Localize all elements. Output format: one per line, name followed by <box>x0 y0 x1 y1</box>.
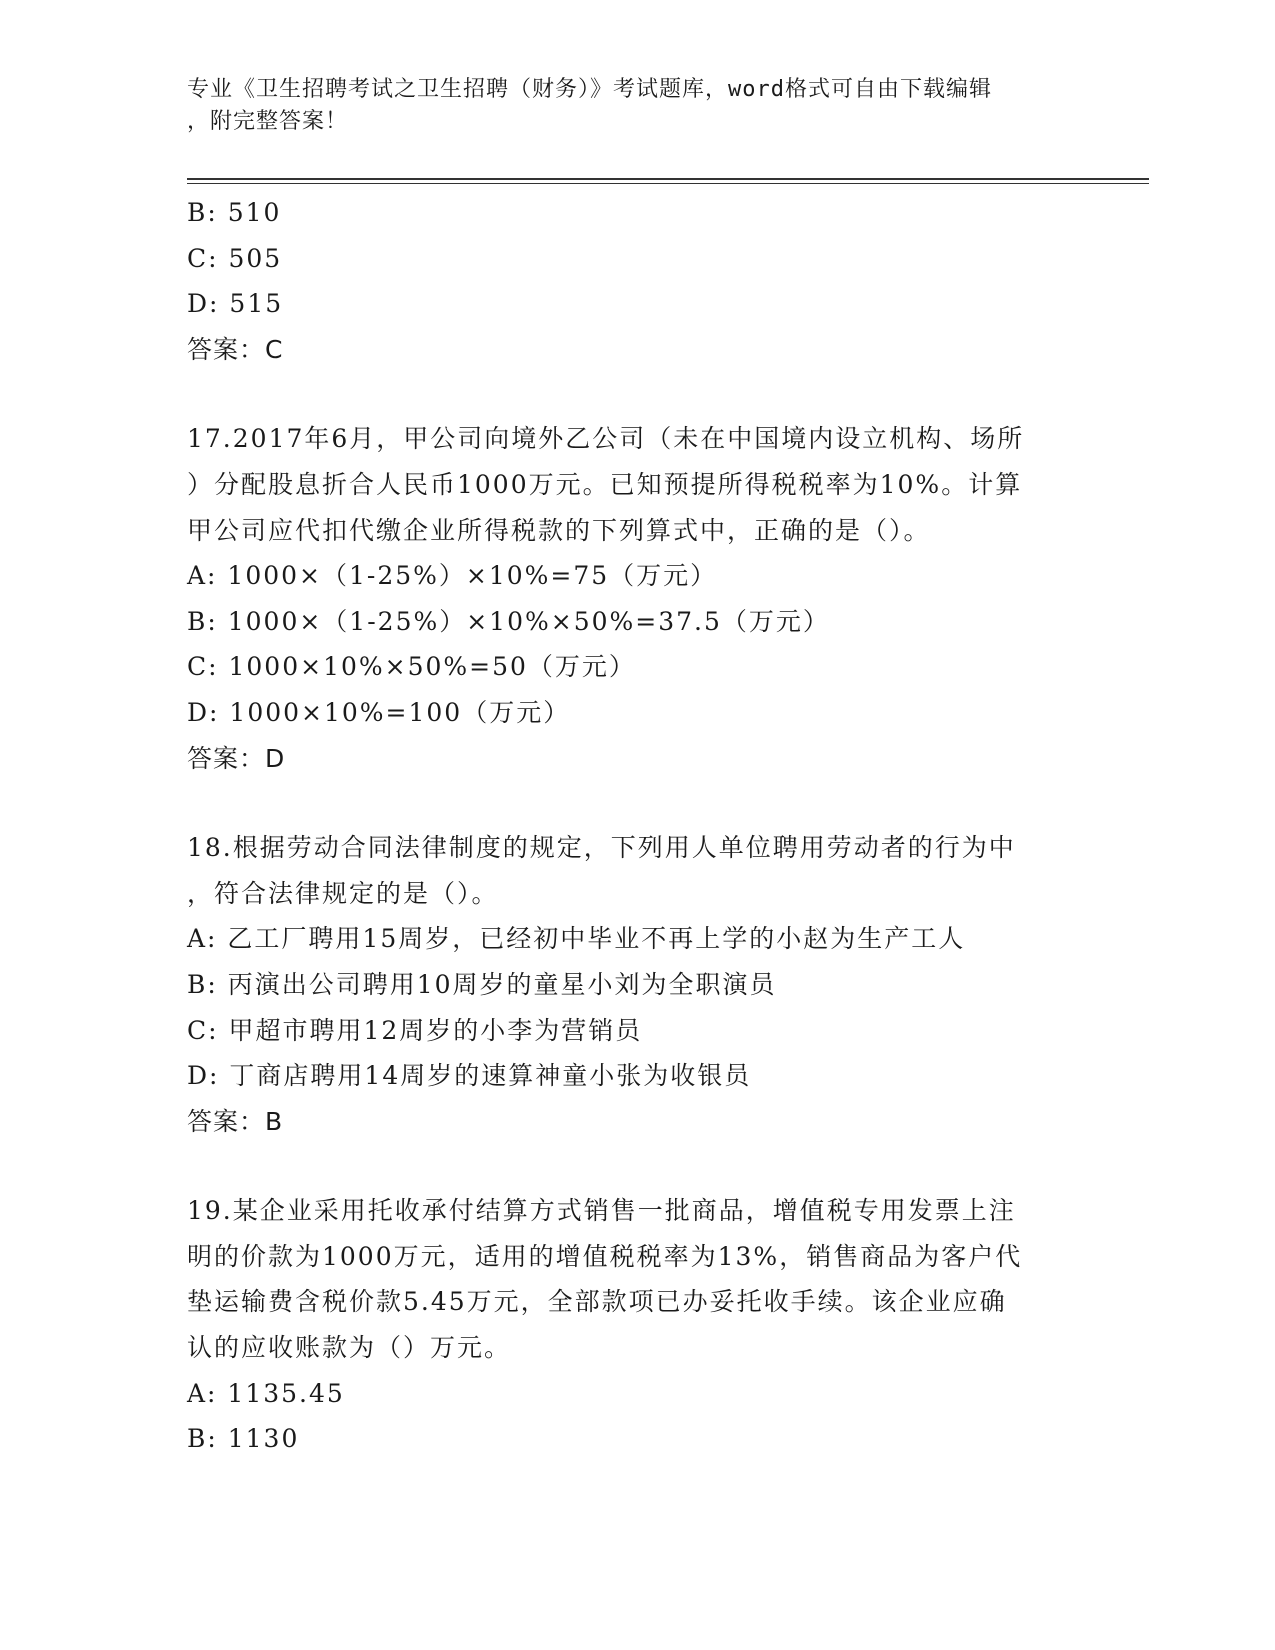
answer: 答案：C <box>187 334 284 364</box>
question-list <box>187 190 1087 1462</box>
option-c: C: 1000×10%×50%=50（万元） <box>187 652 636 682</box>
option-d: D: 丁商店聘用14周岁的速算神童小张为收银员 <box>187 1061 752 1091</box>
option-a: A: 1135.45 <box>187 1378 345 1408</box>
header-line-1: 专业《卫生招聘考试之卫生招聘（财务）》考试题库，word格式可自由下载编辑 <box>187 77 992 102</box>
option-a: A: 乙工厂聘用15周岁，已经初中毕业不再上学的小赵为生产工人 <box>187 924 966 954</box>
question-stem: 认的应收账款为（）万元。 <box>187 1333 512 1363</box>
question-stem: 19.某企业采用托收承付结算方式销售一批商品，增值税专用发票上注 <box>187 1196 1016 1226</box>
page-header <box>187 74 1087 138</box>
option-b: B: 丙演出公司聘用10周岁的童星小刘为全职演员 <box>187 969 777 999</box>
option-c: C: 505 <box>187 243 283 273</box>
option-a: A: 1000×（1-25%）×10%=75（万元） <box>187 561 718 591</box>
question-17 <box>187 416 1087 781</box>
option-b: B: 1000×（1-25%）×10%×50%=37.5（万元） <box>187 606 830 636</box>
header-rule-thin <box>187 183 1149 184</box>
question-stem: 明的价款为1000万元，适用的增值税税率为13%，销售商品为客户代 <box>187 1241 1023 1271</box>
question-18 <box>187 825 1087 1144</box>
question-16-tail <box>187 190 1087 372</box>
option-d: D: 515 <box>187 289 284 319</box>
answer: 答案：B <box>187 1106 284 1136</box>
option-b: B: 510 <box>187 198 282 227</box>
question-stem: 垫运输费含税价款5.45万元，全部款项已办妥托收手续。该企业应确 <box>187 1287 1007 1317</box>
option-b: B: 1130 <box>187 1424 300 1454</box>
question-19 <box>187 1188 1087 1462</box>
answer: 答案：D <box>187 743 286 773</box>
header-line-2: ，附完整答案！ <box>187 109 349 134</box>
question-stem: 18.根据劳动合同法律制度的规定，下列用人单位聘用劳动者的行为中 <box>187 833 1016 863</box>
option-d: D: 1000×10%=100（万元） <box>187 697 571 727</box>
question-stem: ）分配股息折合人民币1000万元。已知预提所得税税率为10%。计算 <box>187 469 1023 499</box>
question-stem: 17.2017年6月，甲公司向境外乙公司（未在中国境内设立机构、场所 <box>187 424 1025 454</box>
option-c: C: 甲超市聘用12周岁的小李为营销员 <box>187 1015 643 1045</box>
header-rule <box>187 178 1149 180</box>
question-stem: ，符合法律规定的是（）。 <box>187 878 499 908</box>
question-stem: 甲公司应代扣代缴企业所得税款的下列算式中，正确的是（）。 <box>187 515 931 545</box>
